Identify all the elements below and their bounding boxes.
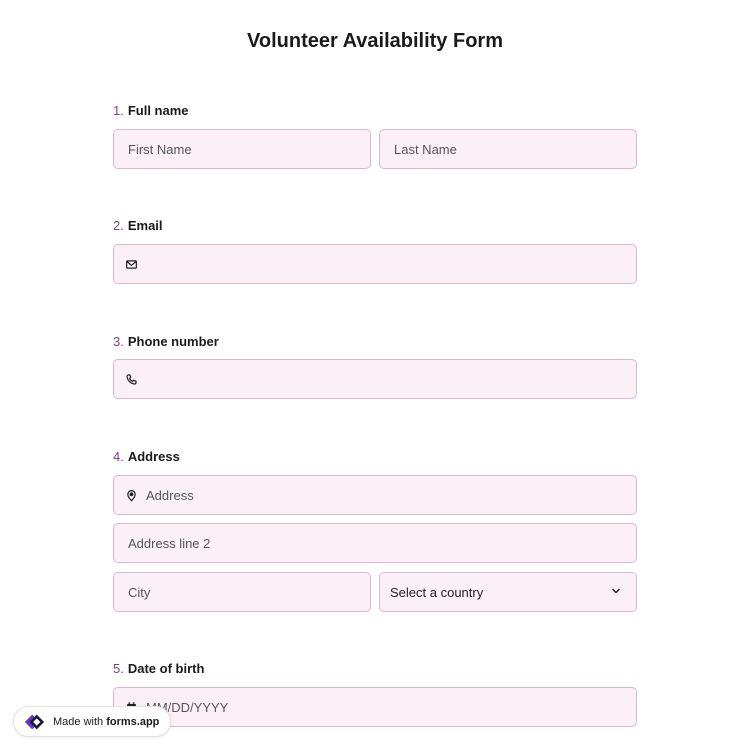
address-line-2-input[interactable] [128,536,622,551]
phone-field[interactable] [113,359,637,399]
address-line-2-field[interactable] [113,523,637,563]
first-name-input[interactable] [128,142,356,157]
form-title: Volunteer Availability Form [247,30,503,52]
question-address-label [113,449,180,464]
forms-app-logo-icon [21,711,47,733]
chevron-down-icon [610,585,622,600]
badge-text [53,716,159,728]
question-number: 2. [113,218,124,233]
question-full-name-label [113,103,189,118]
question-number: 4. [113,449,124,464]
city-field[interactable] [113,572,371,612]
question-number: 3. [113,334,124,349]
date-of-birth-field[interactable] [113,687,637,727]
question-text: Address [127,449,180,464]
question-number: 5. [113,661,124,676]
email-field[interactable] [113,244,637,284]
question-number: 1. [113,103,124,118]
address-field[interactable] [113,475,637,515]
phone-input[interactable] [146,372,622,387]
country-select-value: Select a country [390,584,484,600]
question-phone-label [113,334,219,349]
address-input[interactable] [146,488,622,503]
made-with-forms-app-badge[interactable] [13,706,171,737]
question-text: Phone number [127,334,219,349]
envelope-icon [124,257,138,271]
last-name-field[interactable] [379,129,637,169]
badge-prefix: Made with [53,715,107,728]
question-text: Email [127,218,163,233]
question-email-label [113,218,163,233]
city-input[interactable] [128,585,356,600]
question-dob-label [113,661,204,676]
country-select[interactable] [379,572,637,612]
last-name-input[interactable] [394,142,622,157]
date-of-birth-input[interactable] [146,700,622,715]
map-pin-icon [124,488,138,502]
first-name-field[interactable] [113,129,371,169]
question-text: Full name [127,103,189,118]
phone-icon [124,372,138,386]
email-input[interactable] [146,257,622,272]
question-text: Date of birth [127,661,205,676]
badge-brand: forms.app [106,715,160,728]
